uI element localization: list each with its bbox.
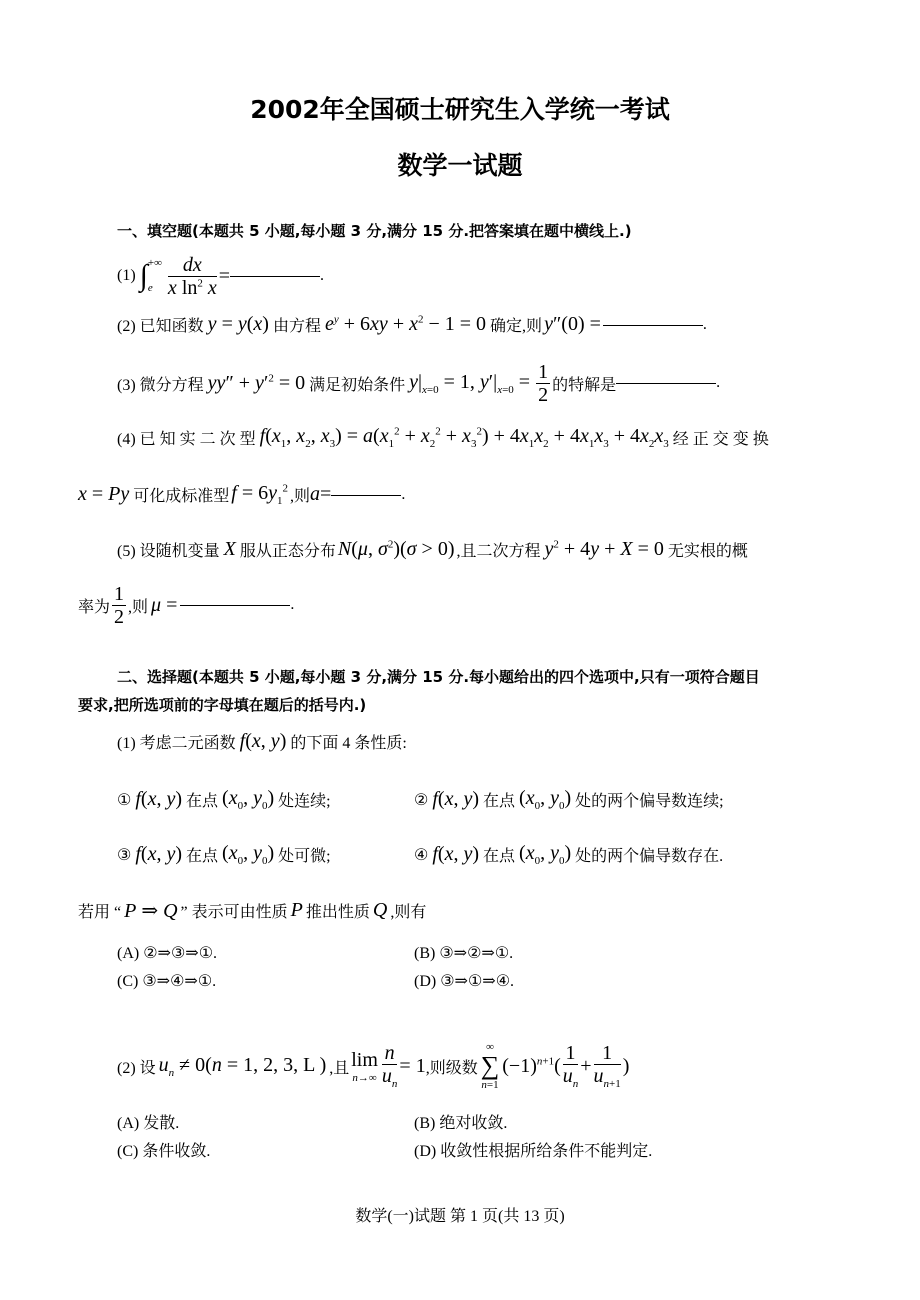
q1-option-c[interactable]: (C) ③⇒④⇒①. bbox=[117, 973, 217, 990]
q2-option-d[interactable]: (D) 收敛性根据所给条件不能判定. bbox=[414, 1143, 653, 1160]
section2-heading: 二、选择题(本题共 5 小题,每小题 3 分,满分 15 分.每小题给出的四个选项中,只有一项符合题目 bbox=[117, 668, 760, 686]
q2-option-b[interactable]: (B) 绝对收敛. bbox=[414, 1115, 508, 1132]
answer-blank[interactable] bbox=[603, 324, 703, 326]
property-2: ② f(x, y) 在点 ($x_0$, $y_0$) 处的两个偏导数连续; bbox=[414, 787, 724, 812]
section2-heading-line2: 要求,把所选项前的字母填在题后的括号内.) bbox=[78, 696, 367, 714]
page-footer: 数学(一)试题 第 1 页(共 13 页) bbox=[355, 1208, 565, 1225]
fill-question-2: (2) 已知函数 y = y(x) 由方程 $e^y + 6xy + x^2 - 1 = 0$ 确定,则 y″(0) = . bbox=[117, 313, 707, 335]
exam-subtitle: 数学一试题 bbox=[397, 151, 523, 180]
fill-question-4-line2: x = Py 可化成标准型 $f = 6y_1^2$ ,则 a = . bbox=[78, 482, 406, 507]
fill-question-5-line2: 率为 $\frac{1}{2}$ ,则 μ = . bbox=[78, 582, 295, 628]
fill-question-4: (4) 已 知 实 二 次 型 $f(x_1$, $x_2$, $x_3) = a(x_1^2 + x_2^2 + x_3^2) + 4x_1x_2 + 4x_1x_3 + 4x_2x_3$ 经 正 交 变 换 bbox=[117, 425, 769, 450]
q1-option-a[interactable]: (A) ②⇒③⇒①. bbox=[117, 945, 218, 962]
q2-option-c[interactable]: (C) 条件收敛. bbox=[117, 1143, 211, 1160]
q1-option-d[interactable]: (D) ③⇒①⇒④. bbox=[414, 973, 515, 990]
q1-option-b[interactable]: (B) ③⇒②⇒①. bbox=[414, 945, 514, 962]
property-3: ③ f(x, y) 在点 ($x_0$, $y_0$) 处可微; bbox=[117, 842, 331, 867]
property-4: ④ f(x, y) 在点 ($x_0$, $y_0$) 处的两个偏导数存在. bbox=[414, 842, 724, 867]
property-1: ① f(x, y) 在点 ($x_0$, $y_0$) 处连续; bbox=[117, 787, 331, 812]
fill-question-1: (1) ∫ +∞ e $\frac{dx}{x \ln^2 x}$ = . bbox=[117, 253, 325, 299]
answer-blank[interactable] bbox=[616, 382, 716, 384]
answer-blank[interactable] bbox=[230, 275, 320, 277]
section1-heading: 一、填空题(本题共 5 小题,每小题 3 分,满分 15 分.把答案填在题中横线上.) bbox=[117, 222, 632, 240]
answer-blank[interactable] bbox=[180, 604, 290, 606]
choice-question-2: (2) 设 $u_n \ne 0(n = 1$, 2, 3, L ) ,且 lim n→∞ $\frac{n}{u_n}$ = 1 ,则级数 ∞ ∑ n=1 $(-1)^{n+1}$( $\frac{1}{u_n}$ + $\frac{1}{u_{n+1}}$ ) bbox=[117, 1041, 630, 1091]
fill-question-5: (5) 设随机变量 X 服从正态分布 N(μ, $\sigma^2)(\sigma > 0)$ ,且二次方程 $y^2 + 4y + X = 0$ 无实根的概 bbox=[117, 538, 748, 560]
fill-question-3: (3) 微分方程 $yy'' + y'^2 = 0$ 满足初始条件 $y|_{x=0} = 1$, $y'|_{x=0}$ = $\frac{1}{2}$ 的特解是 . bbox=[117, 360, 721, 406]
exam-title: 2002年全国硕士研究生入学统一考试 bbox=[250, 95, 670, 124]
choice-question-1: (1) 考虑二元函数 f(x, y) 的下面 4 条性质: bbox=[117, 730, 407, 752]
implication-note: 若用 “ P ⇒ Q ” 表示可由性质 P 推出性质 Q ,则有 bbox=[78, 899, 427, 922]
answer-blank[interactable] bbox=[331, 494, 401, 496]
q2-option-a[interactable]: (A) 发散. bbox=[117, 1115, 180, 1132]
